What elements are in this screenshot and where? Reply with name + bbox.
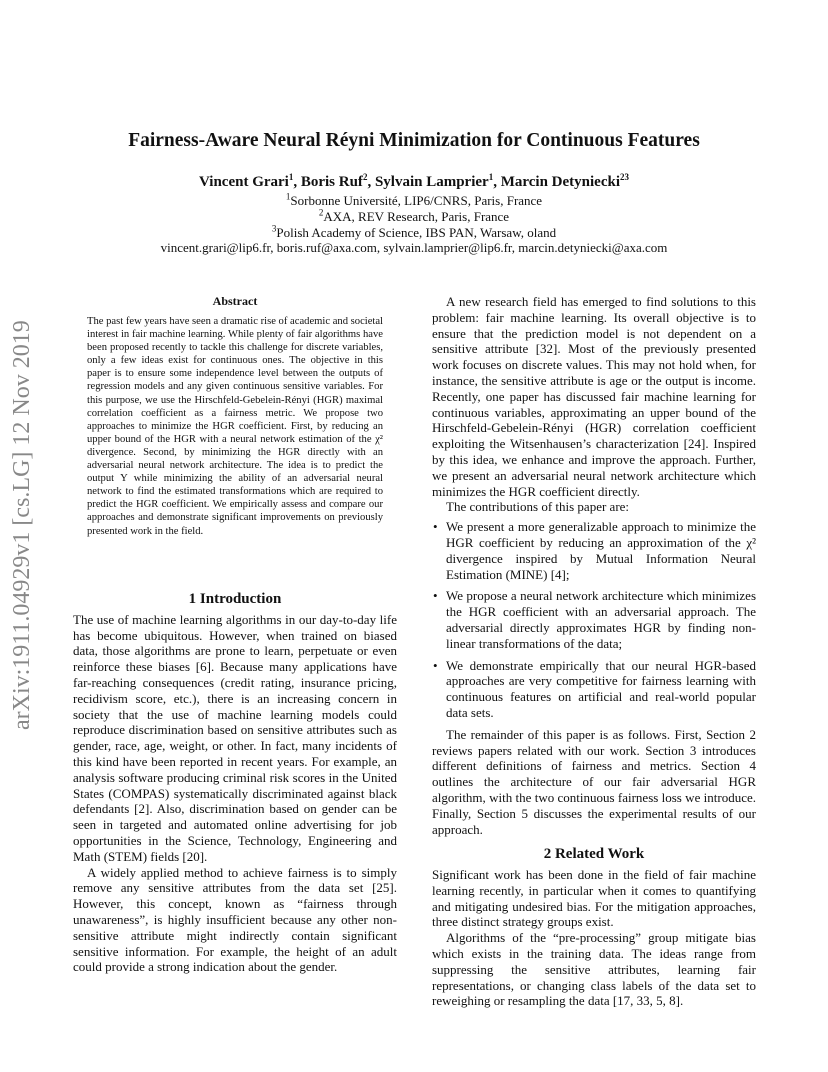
- affiliation: $^3$Polish Academy of Science, IBS PAN, Warsaw, oland: [271, 223, 557, 240]
- arxiv-identifier: arXiv:1911.04929v1 [cs.LG] 12 Nov 2019: [9, 320, 35, 730]
- author-affil-mark: 2: [362, 172, 368, 182]
- contribution-list: [432, 519, 756, 721]
- paragraph: Significant work has been done in the field of fair machine learning recently, in particular when it comes to quantifying and mitigating undesired bias. For the mitigation approaches, three distinct strategy groups exist.: [432, 867, 756, 930]
- left-column: [73, 592, 397, 975]
- author-name: Vincent Grari: [199, 174, 289, 190]
- affiliation: $^2$AXA, REV Research, Paris, France: [318, 207, 510, 224]
- author-affil-mark: 1: [288, 172, 294, 182]
- abstract-text: The past few years have seen a dramatic rise of academic and societal interest in fair machine learning. While plenty of fair algorithms have been proposed recently to tackle this challenge for discrete variables, only a few ideas exist for continuous ones. The objective in this paper is to ensure some independence level between the outputs of regression models and any given continuous sensitive variables. For this purpose, we use the Hirschfeld-Gebelein-Rényi (HGR) maximal correlation coefficient as a fairness metric. We propose two approaches to minimize the HGR coefficient. First, by reducing an upper bound of the HGR with a neural network estimation of the χ² divergence. Second, by minimizing the HGR directly with an adversarial neural network architecture. The idea is to predict the output Y while minimizing the ability of an adversarial neural network to find the estimated transformations which are required to predict the HGR coefficient. We empirically assess and compare our approaches and demonstrate significant improvements on previously presented work in the field.: [87, 316, 383, 537]
- author-name: Marcin Detyniecki: [500, 174, 620, 190]
- author-affil-mark: 23: [620, 172, 629, 182]
- paragraph: A new research field has emerged to find solutions to this problem: fair machine learning. Its overall objective is to ensure that the prediction model is not dependent on a sensitive attribute [32]. Most of the previously presented work focuses on discrete values. This may not hold when, for instance, the sensitive attribute is age or the output is income. Recently, one paper has discussed fair machine learning for continuous variables, approximating an upper bound of the Hirschfeld-Gebelein-Rényi (HGR) correlation coefficient exploiting the Witsenhausen’s characterization [24]. Inspired by this idea, we enhance and improve the approach. Further, we present an adversarial neural network architecture which minimizes the HGR coefficient directly.: [432, 294, 756, 499]
- author-name: Boris Ruf: [300, 174, 363, 190]
- list-item: • We present a more generalizable approach to minimize the HGR coefficient by reducing an approximation of the χ² divergence inspired by Mutual Information Neural Estimation (MINE) [4];: [432, 519, 756, 582]
- author-name: Sylvain Lamprier: [374, 174, 489, 190]
- affiliation: $^1$Sorbonne Université, LIP6/CNRS, Paris, France: [285, 191, 543, 208]
- paragraph: A widely applied method to achieve fairness is to simply remove any sensitive attributes from the data set [25]. However, this concept, known as “fairness through unawareness”, is highly insufficient because any other non-sensitive attribute might indirectly contain significant sensitive information. For example, the height of an adult could provide a strong indication about the gender.: [73, 864, 397, 975]
- abstract-heading: Abstract: [212, 294, 258, 308]
- author-list: Vincent Grari$^1$, Boris Ruf$^2$, Sylvain Lamprier$^1$, Marcin Detyniecki$^{23}$: [199, 172, 629, 190]
- list-item: • We demonstrate empirically that our neural HGR-based approaches are very competitive for fairness learning with continuous features on artificial and real-world popular data sets.: [432, 658, 756, 721]
- author-emails: vincent.grari@lip6.fr, boris.ruf@axa.com, sylvain.lamprier@lip6.fr, marcin.detyniecki@axa.com: [160, 240, 668, 255]
- paragraph: Algorithms of the “pre-processing” group mitigate bias which exists in the training data. The ideas range from suppressing the sensitive attributes, learning fair representations, or changing class labels of the data set to reweighing or resampling the data [17, 33, 5, 8].: [432, 930, 756, 1009]
- section-heading-related-work: 2 Related Work: [543, 846, 645, 863]
- paragraph: The remainder of this paper is as follows. First, Section 2 reviews papers related with our work. Section 3 introduces different definitions of fairness and metrics. Section 4 outlines the architecture of our fair adversarial HGR algorithm, with the two continuous fairness loss we introduce. Finally, Section 5 discusses the experimental results of our approach.: [432, 726, 756, 837]
- right-column: [432, 294, 756, 1009]
- author-affil-mark: 1: [488, 172, 494, 182]
- paper-title: Fairness-Aware Neural Réyni Minimization for Continuous Features: [128, 130, 700, 151]
- paragraph: The use of machine learning algorithms in our day-to-day life has become ubiquitous. However, when trained on biased data, those algorithms are prone to learn, perpetuate or even reinforce these biases [6]. Because many applications have far-reaching consequences (credit rating, insurance pricing, recidivism score, etc.), there is an increasing concern in society that the use of machine learning models could reproduce discrimination based on sensitive attributes such as gender, race, age, weight, or other. In fact, many incidents of this kind have been reported in recent years. For example, an analysis software producing criminal risk scores in the United States (COMPAS) systematically discriminated against black defendants [2]. Also, discrimination based on gender can be seen in targeted and automated online advertising for job opportunities in the Science, Technology, Engineering and Math (STEM) fields [20].: [73, 611, 397, 864]
- section-heading-introduction: 1 Introduction: [188, 591, 282, 607]
- paragraph: The contributions of this paper are:: [446, 499, 630, 515]
- list-item: • We propose a neural network architecture which minimizes the HGR coefficient with an adversarial approach. The adversarial directly approximates HGR by finding non-linear transformations of the data;: [432, 588, 756, 651]
